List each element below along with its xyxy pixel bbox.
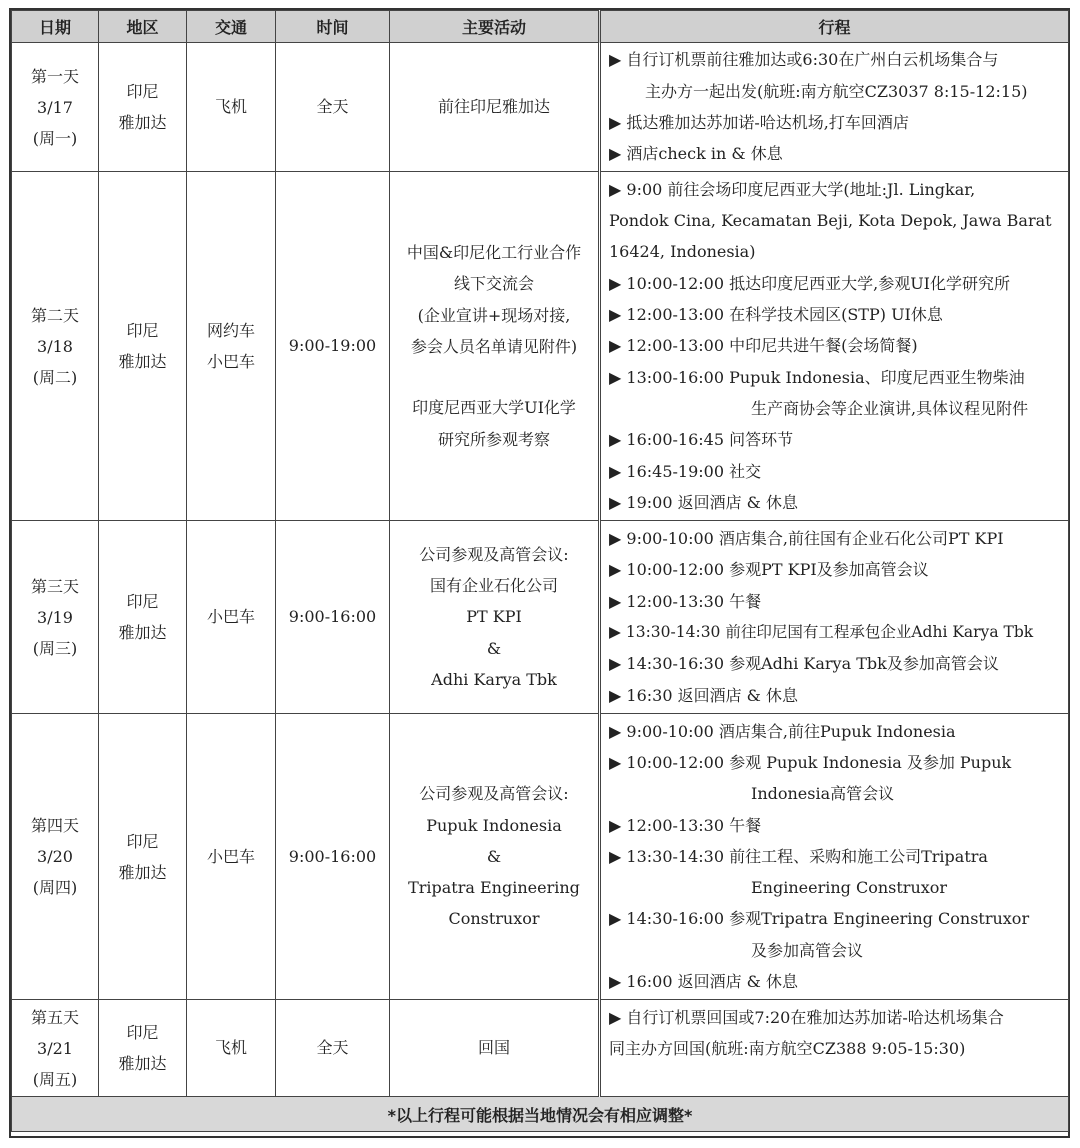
activity-line: 中国&印尼化工行业合作 [406,243,582,263]
activity-line: (企业宣讲+现场对接, [417,305,571,325]
itinerary-line: ▶ 13:00-16:00 Pupuk Indonesia、印度尼西亚生物柴油 [609,367,1025,387]
day-date: 3/21 [37,1038,73,1058]
activity-line: 线下交流会 [453,274,534,294]
region-country: 印尼 [126,1023,159,1042]
header-time: 时间 [276,11,390,43]
table-row [12,43,1069,172]
activity-line: 回国 [477,1038,510,1058]
itinerary-line: Pondok Cina, Kecamatan Beji, Kota Depok, Jawa Barat [609,211,1052,231]
transport-cell [187,714,276,1000]
activity-cell [390,1000,600,1097]
day-cell [12,714,99,1000]
day-label: 第三天 [30,576,79,596]
day-label: 第二天 [30,305,79,325]
transport-mode: 小巴车 [206,846,255,866]
day-weekday: (周一) [32,128,78,148]
transport-mode: 飞机 [214,1038,247,1058]
transport-cell [187,521,276,714]
itinerary-line: ▶ 10:00-12:00 参观 Pupuk Indonesia 及参加 Pupuk [609,752,1012,772]
activity-line: Construxor [448,909,540,929]
activity-line: 公司参观及高管会议: [419,784,569,804]
activity-line: & [486,638,502,658]
time-cell: 全天 [276,1000,390,1097]
activity-line: Pupuk Indonesia [426,815,562,835]
itinerary-line: 主办方一起出发(航班:南方航空CZ3037 8:15-12:15) [645,81,1028,101]
itinerary-line: 同主办方回国(航班:南方航空CZ388 9:05-15:30) [609,1039,966,1059]
day-cell [12,43,99,172]
transport-mode: 小巴车 [206,607,255,627]
header-transport: 交通 [187,11,276,43]
activity-line: 研究所参观考察 [437,429,550,449]
day-cell [12,521,99,714]
transport-mode: 小巴车 [206,352,255,371]
itinerary-line: ▶ 12:00-13:00 在科学技术园区(STP) UI休息 [609,305,943,325]
time-cell: 9:00-19:00 [276,172,390,521]
transport-mode: 网约车 [206,320,255,340]
itinerary-line: ▶ 12:00-13:30 午餐 [609,815,762,835]
itinerary-line: 及参加高管会议 [751,940,864,960]
day-date: 3/19 [37,607,73,627]
activity-cell [390,43,600,172]
header-row [12,11,1069,43]
transport-cell [187,172,276,521]
transport-mode: 飞机 [214,97,247,117]
itinerary-line: 生产商协会等企业演讲,具体议程见附件 [751,398,1029,418]
itinerary-cell [600,1000,1069,1097]
activity-gap [396,362,592,392]
day-weekday: (周四) [32,878,78,897]
itinerary-line: ▶ 自行订机票前往雅加达或6:30在广州白云机场集合与 [609,50,999,70]
time-cell: 9:00-16:00 [276,521,390,714]
transport-cell [187,1000,276,1097]
activity-line: 国有企业石化公司 [429,576,558,596]
schedule-sheet [9,8,1070,1138]
region-city: 雅加达 [118,623,167,642]
itinerary-line: ▶ 10:00-12:00 抵达印度尼西亚大学,参观UI化学研究所 [609,273,1010,293]
itinerary-line: ▶ 13:30-14:30 前往印尼国有工程承包企业Adhi Karya Tbk [609,623,1034,641]
transport-cell [187,43,276,172]
itinerary-line: ▶ 16:00-16:45 问答环节 [609,430,794,450]
itinerary-line: ▶ 自行订机票回国或7:20在雅加达苏加诺-哈达机场集合 [609,1008,1004,1027]
region-country: 印尼 [126,831,159,851]
table-row [12,1000,1069,1097]
region-cell [99,43,187,172]
itinerary-line: ▶ 16:45-19:00 社交 [609,461,762,481]
itinerary-line: ▶ 12:00-13:00 中印尼共进午餐(会场简餐) [609,336,918,356]
itinerary-line: 16424, Indonesia) [609,242,756,262]
adjustment-note: *以上行程可能根据当地情况会有相应调整* [12,1097,1069,1132]
day-date: 3/18 [37,336,73,356]
itinerary-line: ▶ 19:00 返回酒店 & 休息 [609,492,799,512]
itinerary-cell [600,172,1069,521]
region-city: 雅加达 [118,862,167,882]
itinerary-line: ▶ 9:00 前往会场印度尼西亚大学(地址:Jl. Lingkar, [609,179,976,199]
itinerary-line: ▶ 16:30 返回酒店 & 休息 [609,685,799,705]
table-row [12,172,1069,521]
itinerary-line: ▶ 酒店check in & 休息 [609,144,783,164]
schedule-table [11,10,1069,1132]
activity-line: 前往印尼雅加达 [437,97,550,117]
day-date: 3/20 [37,847,73,866]
itinerary-line: ▶ 14:30-16:30 参观Adhi Karya Tbk及参加高管会议 [609,654,999,674]
itinerary-line: ▶ 14:30-16:00 参观Tripatra Engineering Construxor [609,909,1030,929]
itinerary-line: ▶ 12:00-13:30 午餐 [609,591,762,611]
header-itinerary: 行程 [600,11,1069,43]
footer-row [12,1097,1069,1132]
itinerary-line: Indonesia高管会议 [751,784,895,804]
itinerary-line: ▶ 9:00-10:00 酒店集合,前往国有企业石化公司PT KPI [609,529,1004,549]
activity-line: PT KPI [466,607,522,627]
time-cell: 9:00-16:00 [276,714,390,1000]
day-weekday: (周五) [32,1069,78,1089]
region-country: 印尼 [126,321,159,340]
region-cell [99,521,187,714]
activity-line: Tripatra Engineering [408,878,580,898]
activity-cell [390,172,600,521]
region-city: 雅加达 [118,113,167,132]
table-row [12,521,1069,714]
itinerary-line: ▶ 9:00-10:00 酒店集合,前往Pupuk Indonesia [609,721,956,741]
header-region: 地区 [99,11,187,43]
activity-cell [390,521,600,714]
activity-line: 公司参观及高管会议: [419,544,569,564]
region-cell [99,172,187,521]
header-date: 日期 [12,11,99,43]
activity-cell [390,714,600,1000]
day-date: 3/17 [37,97,73,117]
itinerary-line: ▶ 10:00-12:00 参观PT KPI及参加高管会议 [609,560,929,580]
itinerary-cell [600,714,1069,1000]
day-cell [12,172,99,521]
activity-line: Adhi Karya Tbk [431,669,557,689]
itinerary-line: Engineering Construxor [751,878,948,898]
activity-line: & [486,846,502,866]
day-label: 第五天 [30,1007,79,1027]
table-row [12,714,1069,1000]
region-country: 印尼 [126,82,159,101]
day-label: 第四天 [30,816,79,835]
region-cell [99,714,187,1000]
itinerary-line: ▶ 13:30-14:30 前往工程、采购和施工公司Tripatra [609,846,988,866]
activity-line: 参会人员名单请见附件) [410,337,578,356]
itinerary-line: ▶ 抵达雅加达苏加诺-哈达机场,打车回酒店 [609,113,909,132]
day-weekday: (周二) [32,367,78,387]
day-weekday: (周三) [32,638,78,658]
itinerary-cell [600,43,1069,172]
itinerary-line: ▶ 16:00 返回酒店 & 休息 [609,972,799,992]
activity-line: 印度尼西亚大学UI化学 [412,398,576,418]
day-label: 第一天 [30,66,79,86]
region-country: 印尼 [126,592,159,611]
header-activity: 主要活动 [390,11,600,43]
region-cell [99,1000,187,1097]
day-cell [12,1000,99,1097]
time-cell: 全天 [276,43,390,172]
itinerary-cell [600,521,1069,714]
region-city: 雅加达 [118,352,167,371]
region-city: 雅加达 [118,1054,167,1073]
